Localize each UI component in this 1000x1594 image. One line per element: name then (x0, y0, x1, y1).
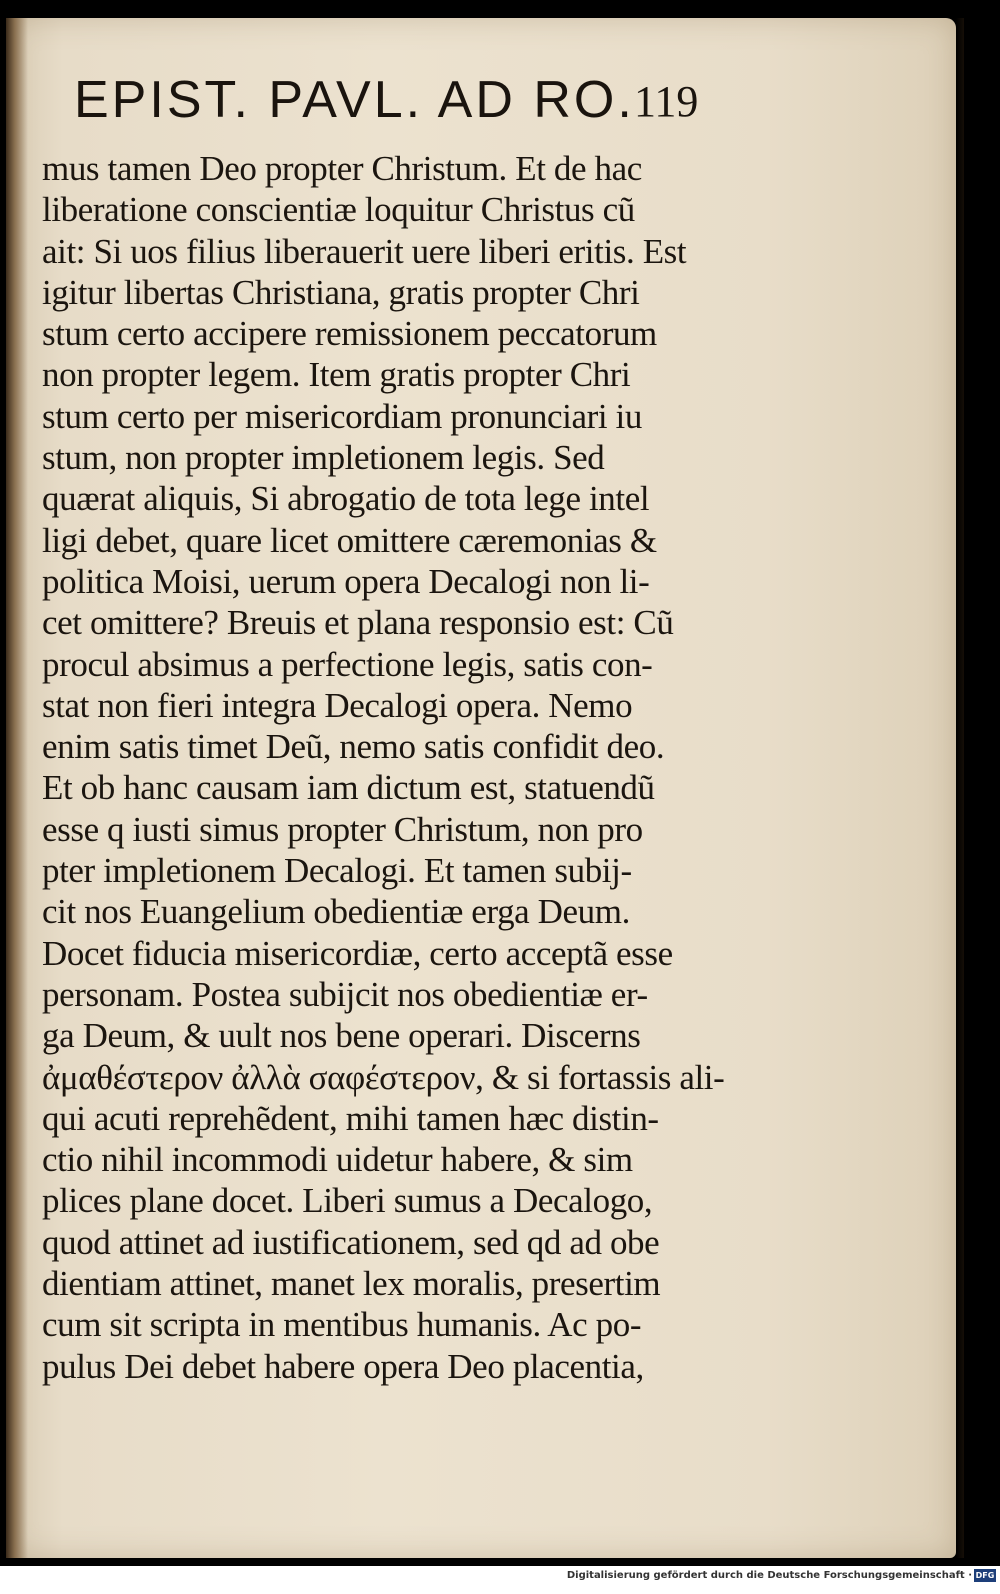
text-line: cit nos Euangelium obedientiæ erga Deum. (42, 892, 630, 932)
text-line: ga Deum, & uult nos bene operari. Discerns (42, 1016, 641, 1056)
funding-credit: Digitalisierung gefördert durch die Deutsche Forschungsgemeinschaft · (566, 1570, 972, 1581)
running-title: EPIST. PAVL. AD RO. (74, 71, 635, 129)
text-line: personam. Postea subijcit nos obedientiæ er- (42, 974, 648, 1014)
text-line: ait: Si uos filius liberauerit uere liberi eritis. Est (42, 231, 687, 271)
text-line: cum sit scripta in mentibus humanis. Ac po- (42, 1305, 642, 1345)
text-line: ligi debet, quare licet omittere cæremonias & (42, 520, 657, 560)
text-line: Et ob hanc causam iam dictum est, statuendũ (42, 768, 655, 808)
text-line: pter impletionem Decalogi. Et tamen subij- (42, 851, 632, 891)
text-line: quod attinet ad iustificationem, sed qd ad obe (42, 1222, 660, 1262)
text-line: quærat aliquis, Si abrogatio de tota lege intel (42, 479, 650, 519)
text-line: non propter legem. Item gratis propter Chri (42, 355, 631, 395)
text-line: procul absimus a perfectione legis, satis con- (42, 644, 653, 684)
text-line-greek: ἀμαθέστερον ἀλλὰ σαφέστερον, & si fortassis ali- (42, 1057, 725, 1097)
text-line: stum certo per misericordiam pronunciari iu (42, 396, 642, 436)
text-line: enim satis timet Deũ, nemo satis confidit deo. (42, 727, 665, 767)
text-line: igitur libertas Christiana, gratis propter Chri (42, 272, 640, 312)
text-line: politica Moisi, uerum opera Decalogi non li- (42, 561, 650, 601)
text-line: Docet fiducia misericordiæ, certo acceptã esse (42, 933, 673, 973)
text-line: esse q iusti simus propter Christum, non pro (42, 809, 643, 849)
folio-number: 119 (634, 77, 699, 126)
text-line: stat non fieri integra Decalogi opera. Nemo (42, 685, 633, 725)
text-line: qui acuti reprehẽdent, mihi tamen hæc distin- (42, 1098, 659, 1138)
page-edge-shadow (956, 18, 964, 1558)
text-line: pulus Dei debet habere opera Deo placentia, (42, 1346, 644, 1386)
text-line: cet omittere? Breuis et plana responsio est: Cũ (42, 603, 674, 643)
dfg-logo-icon: DFG (975, 1571, 995, 1580)
text-line: plices plane docet. Liberi sumus a Decalogo, (42, 1181, 653, 1221)
text-line: ctio nihil incommodi uidetur habere, & sim (42, 1140, 633, 1180)
text-line: dientiam attinet, manet lex moralis, presertim (42, 1264, 661, 1304)
page-gutter (6, 18, 28, 1558)
text-line: stum, non propter impletionem legis. Sed (42, 438, 605, 478)
text-line: stum certo accipere remissionem peccatorum (42, 314, 657, 354)
text-line: liberatione conscientiæ loquitur Christus cũ (42, 190, 635, 230)
body-text (42, 148, 772, 1387)
text-line: mus tamen Deo propter Christum. Et de hac (42, 149, 642, 188)
book-page (6, 18, 956, 1558)
